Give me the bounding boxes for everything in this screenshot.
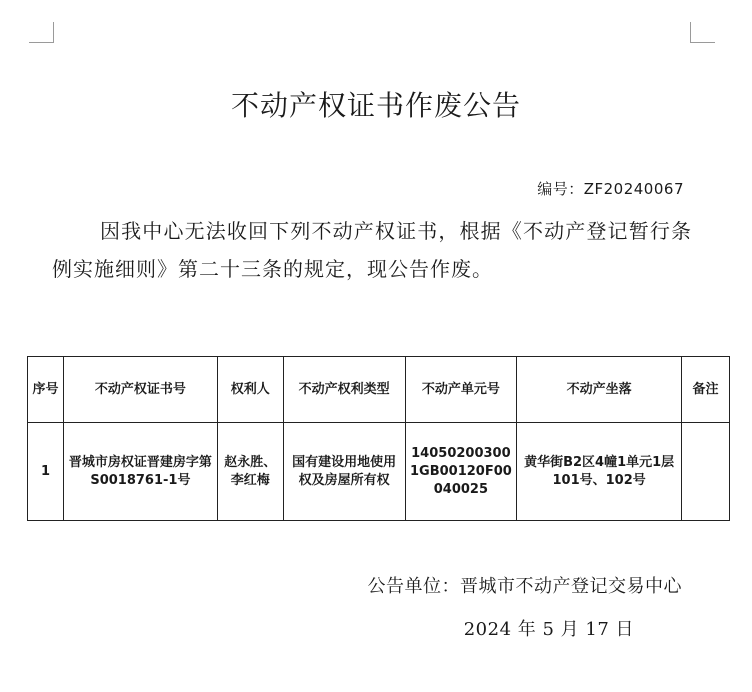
header-remark: 备注	[682, 357, 730, 423]
header-seq: 序号	[28, 357, 64, 423]
header-holder: 权利人	[217, 357, 283, 423]
page-title: 不动产权证书作废公告	[230, 89, 521, 122]
cell-seq: 1	[28, 423, 64, 521]
cell-cert-no: 晋城市房权证晋建房字第S0018761-1号	[63, 423, 217, 521]
cell-location: 黄华街B2区4幢1单元1层101号、102号	[517, 423, 682, 521]
header-unit-no: 不动产单元号	[405, 357, 517, 423]
document-number: 编号：ZF20240067	[537, 180, 684, 198]
cell-holder: 赵永胜、李红梅	[217, 423, 283, 521]
header-cert-no: 不动产权证书号	[63, 357, 217, 423]
issuer-line: 公告单位：晋城市不动产登记交易中心	[367, 576, 682, 597]
crop-mark-top-left	[29, 22, 54, 43]
issue-date: 2024 年 5 月 17 日	[463, 619, 634, 640]
header-right-type: 不动产权利类型	[283, 357, 405, 423]
cell-unit-no: 140502003001GB00120F00040025	[405, 423, 517, 521]
announcement-body: 因我中心无法收回下列不动产权证书，根据《不动产登记暂行条例实施细则》第二十三条的规定，现公告作废。	[52, 219, 692, 281]
cell-right-type: 国有建设用地使用权及房屋所有权	[283, 423, 405, 521]
cell-remark	[682, 423, 730, 521]
certificate-table	[27, 356, 730, 521]
header-location: 不动产坐落	[517, 357, 682, 423]
table-header-row	[28, 357, 730, 423]
crop-mark-top-right	[690, 22, 715, 43]
table-row	[28, 423, 730, 521]
